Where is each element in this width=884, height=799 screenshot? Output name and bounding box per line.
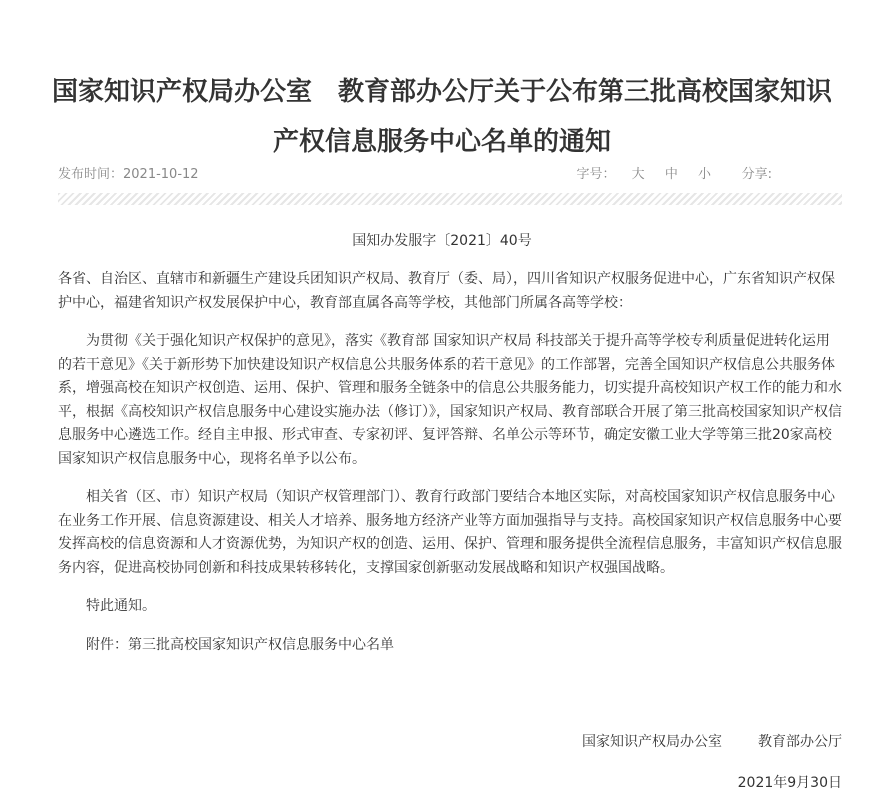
notice-ending: 特此通知。 — [86, 598, 156, 614]
article-meta — [58, 163, 842, 183]
article-body — [58, 268, 842, 672]
font-size-medium-button[interactable]: 中 — [664, 167, 678, 182]
document-number: 国知办发服字〔2021〕40号 — [352, 233, 532, 249]
signatory-1: 国家知识产权局办公室 — [582, 734, 722, 750]
publish-info — [58, 163, 199, 182]
signatories — [582, 731, 842, 751]
font-size-small-button[interactable]: 小 — [697, 167, 711, 182]
recipients-paragraph: 各省、自治区、直辖市和新疆生产建设兵团知识产权局、教育厅（委、局），四川省知识产权服务促进中心，广东省知识产权保护中心，福建省知识产权发展保护中心，教育部直属各高等学校，其他部门所属各高等学校： — [58, 271, 835, 311]
font-size-label: 字号： — [576, 167, 616, 182]
body-paragraph-2: 相关省（区、市）知识产权局（知识产权管理部门）、教育行政部门要结合本地区实际，对高校国家知识产权信息服务中心在业务工作开展、信息资源建设、相关人才培养、服务地方经济产业等方面加强指导与支持。高校国家知识产权信息服务中心要发挥高校的信息资源和人才资源优势，为知识产权的创造、运用、保护、管理和服务提供全流程信息服务，丰富知识产权信息服务内容，促进高校协同创新和科技成果转移转化，支撑国家创新驱动发展战略和知识产权强国战略。 — [58, 489, 842, 576]
sign-date: 2021年9月30日 — [737, 775, 842, 791]
publish-date: 2021-10-12 — [123, 167, 199, 182]
signatory-2: 教育部办公厅 — [758, 734, 842, 750]
page-title: 国家知识产权局办公室 教育部办公厅关于公布第三批高校国家知识产权信息服务中心名单的通知 — [51, 77, 832, 158]
body-paragraph-1: 为贯彻《关于强化知识产权保护的意见》，落实《教育部 国家知识产权局 科技部关于提升高等学校专利质量促进转化运用的若干意见》《关于新形势下加快建设知识产权信息公共服务体系的若干意见》的工作部署，完善全国知识产权信息公共服务体系，增强高校在知识产权创造、运用、保护、管理和服务全链条中的信息公共服务能力，切实提升高校知识产权工作的能力和水平，根据《高校知识产权信息服务中心建设实施办法（修订）》，国家知识产权局、教育部联合开展了第三批高校国家知识产权信息服务中心遴选工作。经自主申报、形式审查、专家初评、复评答辩、名单公示等环节，确定安徽工业大学等第三批20家高校国家知识产权信息服务中心，现将名单予以公布。 — [58, 333, 842, 467]
font-size-large-button[interactable]: 大 — [631, 167, 645, 182]
share-section — [742, 163, 772, 182]
font-size-controls — [577, 163, 727, 182]
attachment-link[interactable]: 附件：第三批高校国家知识产权信息服务中心名单 — [86, 636, 394, 653]
hatched-divider — [58, 193, 842, 205]
publish-label: 发布时间： — [58, 167, 124, 182]
share-label: 分享: — [741, 167, 772, 182]
